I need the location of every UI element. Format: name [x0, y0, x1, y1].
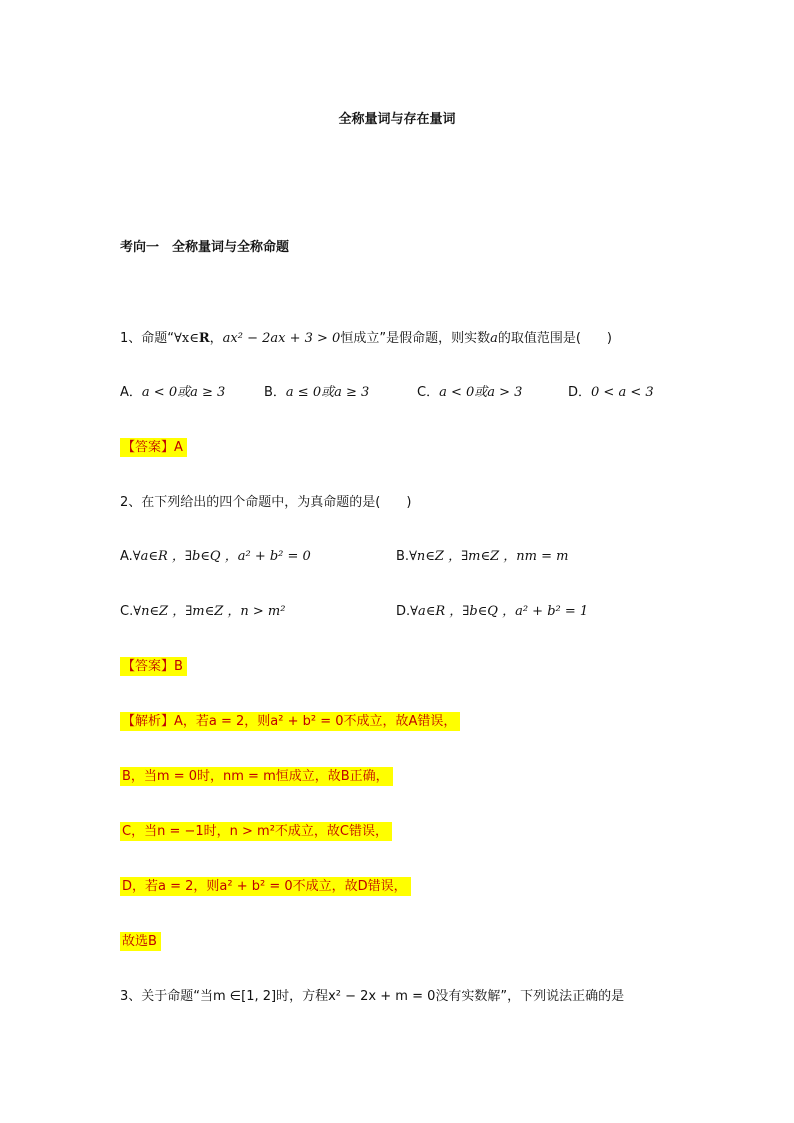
- analysis-text: C，当n = −1时，n > m²不成立，故C错误，: [120, 822, 392, 841]
- option-label: B.: [396, 549, 410, 564]
- page-title: 全称量词与存在量词: [338, 112, 456, 127]
- question-1-stem: [120, 328, 612, 350]
- q2-answer: [120, 656, 187, 678]
- q2-analysis-line-2: [120, 766, 393, 788]
- q2-analysis-line-4: [120, 876, 411, 898]
- option-label: D.: [396, 604, 411, 619]
- section-heading: 考向一 全称量词与全称命题: [120, 240, 290, 255]
- analysis-text: 故选B: [120, 932, 161, 951]
- option-text: 0 < a < 3: [591, 385, 654, 400]
- answer-value: B: [174, 659, 183, 674]
- q1-answer: [120, 437, 187, 459]
- q1-option-d[interactable]: [568, 382, 654, 404]
- q2-option-b[interactable]: [396, 546, 568, 568]
- answer-highlight: [120, 438, 187, 457]
- question-number: 3、: [120, 989, 142, 1004]
- question-number: 2、: [120, 495, 142, 510]
- answer-label: 【答案】: [122, 659, 175, 674]
- q1-option-b[interactable]: [264, 382, 369, 404]
- q2-option-c[interactable]: [120, 601, 285, 623]
- q2-analysis-line-3: [120, 821, 392, 843]
- option-text: ∀n∈Z ，∃m∈Z ，n > m²: [133, 604, 286, 619]
- answer-value: A: [174, 440, 183, 455]
- math-quantifier: ∀x∈: [174, 331, 199, 346]
- option-label: C．: [417, 385, 440, 400]
- question-text: 命题“: [141, 331, 175, 346]
- q1-option-c[interactable]: [417, 382, 522, 404]
- question-text: 的取值范围是( ): [497, 331, 613, 346]
- option-text: ∀a∈R ，∃b∈Q ，a² + b² = 0: [132, 549, 311, 564]
- question-text: 恒成立”是假命题，则实数: [340, 331, 491, 346]
- analysis-text: D，若a = 2，则a² + b² = 0不成立，故D错误，: [120, 877, 411, 896]
- q2-option-d[interactable]: [396, 601, 588, 623]
- separator: ，: [209, 331, 223, 346]
- option-text: ∀a∈R ，∃b∈Q ，a² + b² = 1: [410, 604, 589, 619]
- q2-analysis-line-1: [120, 711, 460, 733]
- question-number: 1、: [120, 331, 142, 346]
- analysis-text: B，当m = 0时，nm = m恒成立，故B正确，: [120, 767, 393, 786]
- q2-option-a[interactable]: [120, 546, 311, 568]
- q1-option-a[interactable]: [120, 382, 225, 404]
- option-label: C.: [120, 604, 134, 619]
- option-text: a ≤ 0或a ≥ 3: [285, 385, 370, 400]
- option-text: a < 0或a > 3: [439, 385, 523, 400]
- question-text: 在下列给出的四个命题中，为真命题的是( ): [141, 495, 412, 510]
- math-expression: ax² − 2ax + 3 > 0: [222, 331, 341, 346]
- option-label: A.: [120, 549, 133, 564]
- math-set: R: [198, 331, 210, 346]
- question-2-stem: [120, 492, 411, 514]
- option-label: D．: [568, 385, 592, 400]
- q2-analysis-line-5: [120, 931, 161, 953]
- question-text: 关于命题“当m ∈[1, 2]时，方程x² − 2x + m = 0没有实数解”，下列说法正确的是: [141, 989, 625, 1004]
- option-label: A．: [120, 385, 142, 400]
- option-text: a < 0或a ≥ 3: [141, 385, 226, 400]
- question-3-stem: [120, 986, 624, 1008]
- answer-highlight: [120, 657, 187, 676]
- math-variable: a: [490, 331, 498, 346]
- option-label: B．: [264, 385, 286, 400]
- option-text: ∀n∈Z ，∃m∈Z ，nm = m: [409, 549, 569, 564]
- analysis-text: 【解析】A，若a = 2，则a² + b² = 0不成立，故A错误，: [120, 712, 460, 731]
- answer-label: 【答案】: [122, 440, 175, 455]
